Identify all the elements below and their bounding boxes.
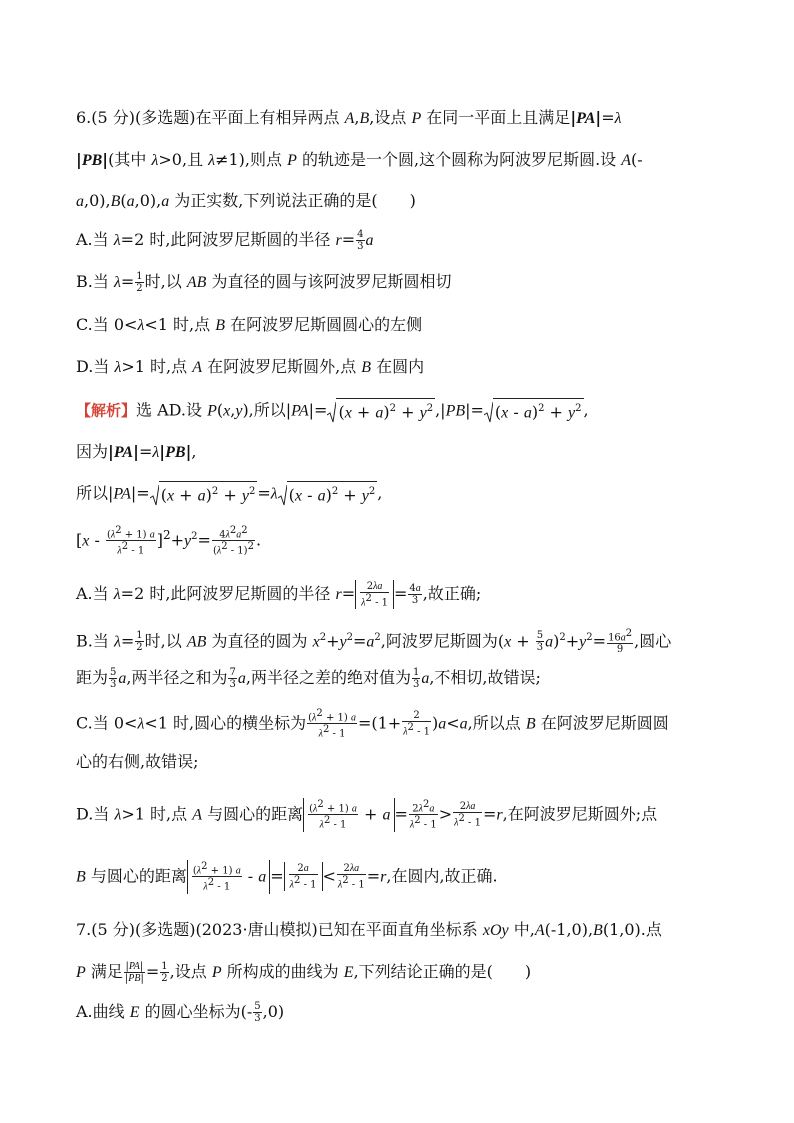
q6-stem-line-3: a,0),B(a,0),a 为正实数,下列说法正确的是( ) <box>76 191 416 210</box>
q7-stem-line-1: 7.(5 分)(多选题)(2023·唐山模拟)已知在平面直角坐标系 xOy 中,A(-1,0),B(1,0).点 <box>76 920 662 939</box>
q6-stem-line-1: 6.(5 分)(多选题)在平面上有相异两点 A,B,设点 P 在同一平面上且满足|PA|=λ <box>76 108 622 127</box>
solution-part-b-line-1: B.当 λ= $\frac{1}{2}$ 时,以 AB 为直径的圆为 $x^2+y^2=a^2$,阿波罗尼斯圆为(x + $\frac{5}{3}$ $a)^2+y^2=$ $\frac{16a^2}{9}$ ,圆心 <box>76 628 672 656</box>
solution-tag: 【解析】 <box>76 401 137 420</box>
solution-part-d-line-1: D.当 λ>1 时,点 A 与圆心的距离 $\frac{(\lambda^2 + 1) a}{\lambda^2 - 1}$ + a = $\frac{2\lambda^2a}{\lambda^2 - 1}$ > $\frac{2\lambda a}{\lambda^2 - 1}$ =r,在阿波罗尼斯圆外;点 <box>76 799 658 831</box>
solution-line-4: [x - $\frac{(\lambda^2 + 1) a}{\lambda^2 - 1}$ ]$^2+y^2=$ $\frac{4\lambda^2a^2}{(\lambda^2 - 1)^2}$ . <box>76 525 262 557</box>
q7-stem-line-2: P 满足 $\frac{|PA|}{|PB|}$ = $\frac{1}{2}$ ,设点 P 所构成的曲线为 E,下列结论正确的是( ) <box>76 961 532 984</box>
solution-line-2: 因为|PA|=λ|PB|, <box>76 442 197 461</box>
solution-part-b-line-2: 距为 $\frac{5}{3}$ a,两半径之和为 $\frac{7}{3}$ a,两半径之差的绝对值为 $\frac{1}{3}$ a,不相切,故错误; <box>76 667 541 690</box>
q7-option-a: A.曲线 E 的圆心坐标为(- $\frac{5}{3}$ ,0) <box>76 1001 285 1024</box>
q6-option-a: A.当 λ=2 时,此阿波罗尼斯圆的半径 r= $\frac{4}{3}$ a <box>76 229 374 252</box>
solution-line-1: 【解析】选 AD.设 P(x,y),所以$|PA|= (x + a)^2 + y^2$ $,|PB|= (x - a)^2 + y^2$ , <box>76 398 734 424</box>
solution-line-3: 所以$|PA|= (x + a)^2 + y^2 =\lambda$ $(x - a)^2 + y^2$ , <box>76 481 734 507</box>
solution-part-c-line-1: C.当 0<λ<1 时,圆心的横坐标为 $\frac{(\lambda^2 + 1) a}{\lambda^2 - 1}$ =(1+ $\frac{2}{\lambda^2 - 1}$ )a<a,所以点 B 在阿波罗尼斯圆圆 <box>76 708 669 740</box>
q6-option-b: B.当 λ= $\frac{1}{2}$ 时,以 AB 为直径的圆与该阿波罗尼斯圆相切 <box>76 271 452 294</box>
solution-part-d-line-2: B 与圆心的距离 $\frac{(\lambda^2 + 1) a}{\lambda^2 - 1}$ - a = $\frac{2a}{\lambda^2 - 1}$ < $\frac{2\lambda a}{\lambda^2 - 1}$ =r,在圆内,故正确. <box>76 861 498 893</box>
q6-stem-line-2: |PB|(其中 λ>0,且 λ≠1),则点 P 的轨迹是一个圆,这个圆称为阿波罗尼斯圆.设 A(- <box>76 150 643 169</box>
q6-option-d: D.当 λ>1 时,点 A 在阿波罗尼斯圆外,点 B 在圆内 <box>76 357 425 376</box>
solution-part-c-line-2: 心的右侧,故错误; <box>76 752 199 771</box>
q6-option-c: C.当 0<λ<1 时,点 B 在阿波罗尼斯圆圆心的左侧 <box>76 315 423 334</box>
solution-part-a: A.当 λ=2 时,此阿波罗尼斯圆的半径 r= $\frac{2\lambda a}{\lambda^2 - 1}$ = $\frac{4a}{3}$ ,故正确; <box>76 581 482 609</box>
